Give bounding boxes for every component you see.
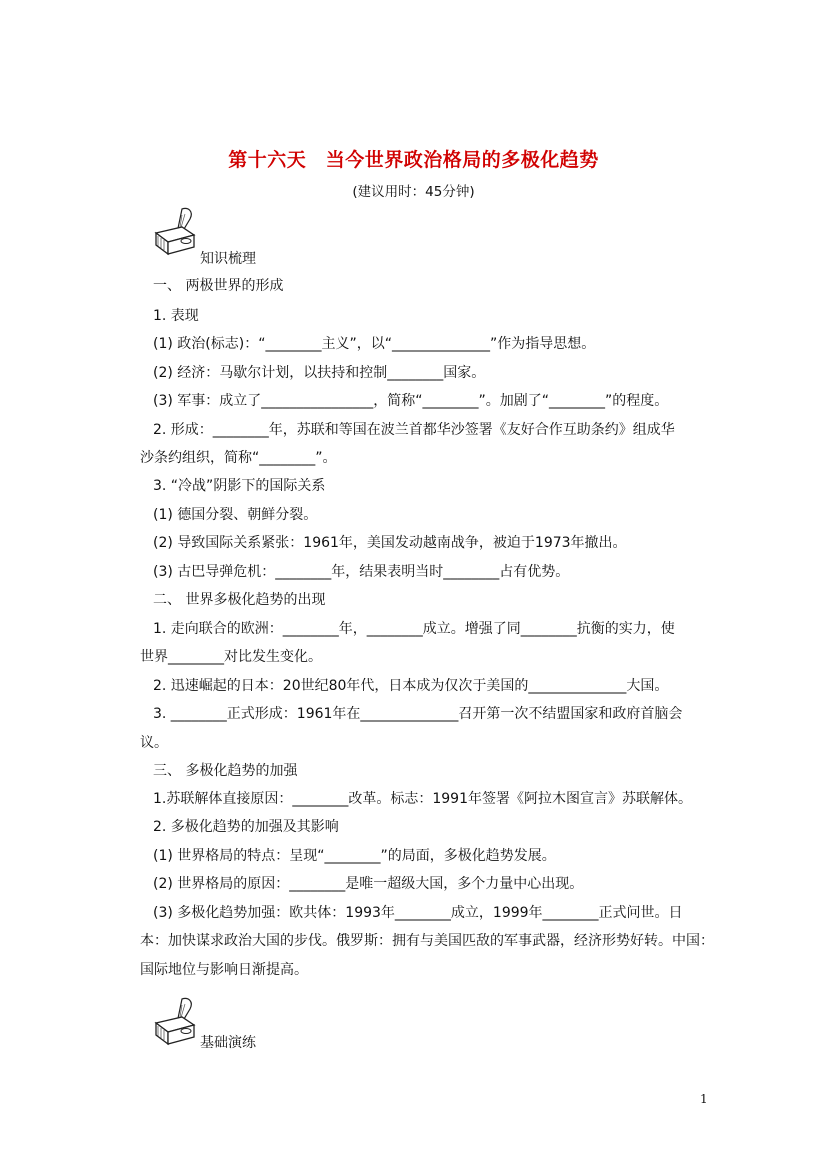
text-line: 国际地位与影响日渐提高。	[140, 962, 308, 978]
page-title: 第十六天 当今世界政治格局的多极化趋势	[228, 149, 599, 171]
heading-line: 三、 多极化趋势的加强	[153, 763, 298, 779]
heading-line: 二、 世界多极化趋势的出现	[153, 592, 326, 608]
text-line: 本：加快谋求政治大国的步伐。俄罗斯：拥有与美国匹敌的军事武器，经济形势好转。中国：	[140, 933, 714, 949]
page-number: 1	[700, 1092, 708, 1106]
quill-book-icon	[152, 995, 200, 1053]
text-line: 2. 形成：________年，苏联和等国在波兰首都华沙签署《友好合作互助条约》组成华	[153, 422, 675, 438]
suggested-time: (建议用时：45分钟)	[352, 184, 475, 200]
quill-book-icon	[152, 205, 200, 263]
text-line: (3) 多极化趋势加强：欧共体：1993年________成立，1999年________正式问世。日	[153, 905, 683, 921]
text-line: (1) 政治(标志)：“________主义”，以“______________”作为指导思想。	[153, 336, 596, 352]
text-line: 世界________对比发生变化。	[140, 649, 322, 665]
text-line: 2. 多极化趋势的加强及其影响	[153, 819, 339, 835]
heading-line: 一、 两极世界的形成	[153, 278, 284, 294]
section-label: 基础演练	[200, 1035, 256, 1051]
text-line: (1) 世界格局的特点：呈现“________”的局面，多极化趋势发展。	[153, 848, 556, 864]
section-label: 知识梳理	[200, 251, 256, 267]
text-line: (2) 世界格局的原因：________是唯一超级大国，多个力量中心出现。	[153, 876, 584, 892]
text-line: 3. ________正式形成：1961年在______________召开第一次不结盟国家和政府首脑会	[153, 706, 683, 722]
text-line: 沙条约组织，简称“________”。	[140, 450, 337, 466]
text-line: 1. 表现	[153, 308, 199, 324]
text-line: 2. 迅速崛起的日本：20世纪80年代，日本成为仅次于美国的______________大国。	[153, 678, 669, 694]
text-line: 1.苏联解体直接原因：________改革。标志：1991年签署《阿拉木图宣言》苏联解体。	[153, 791, 692, 807]
text-line: (2) 经济：马歇尔计划，以扶持和控制________国家。	[153, 365, 486, 381]
text-line: (3) 军事：成立了________________，简称“________”。加剧了“________”的程度。	[153, 393, 669, 409]
text-line: (1) 德国分裂、朝鲜分裂。	[153, 507, 318, 523]
text-line: 3. “冷战”阴影下的国际关系	[153, 478, 326, 494]
text-line: (2) 导致国际关系紧张：1961年，美国发动越南战争，被迫于1973年撤出。	[153, 535, 627, 551]
text-line: 1. 走向联合的欧洲：________年，________成立。增强了同________抗衡的实力，使	[153, 621, 675, 637]
text-line: (3) 古巴导弹危机：________年，结果表明当时________占有优势。	[153, 564, 570, 580]
text-line: 议。	[140, 735, 168, 751]
